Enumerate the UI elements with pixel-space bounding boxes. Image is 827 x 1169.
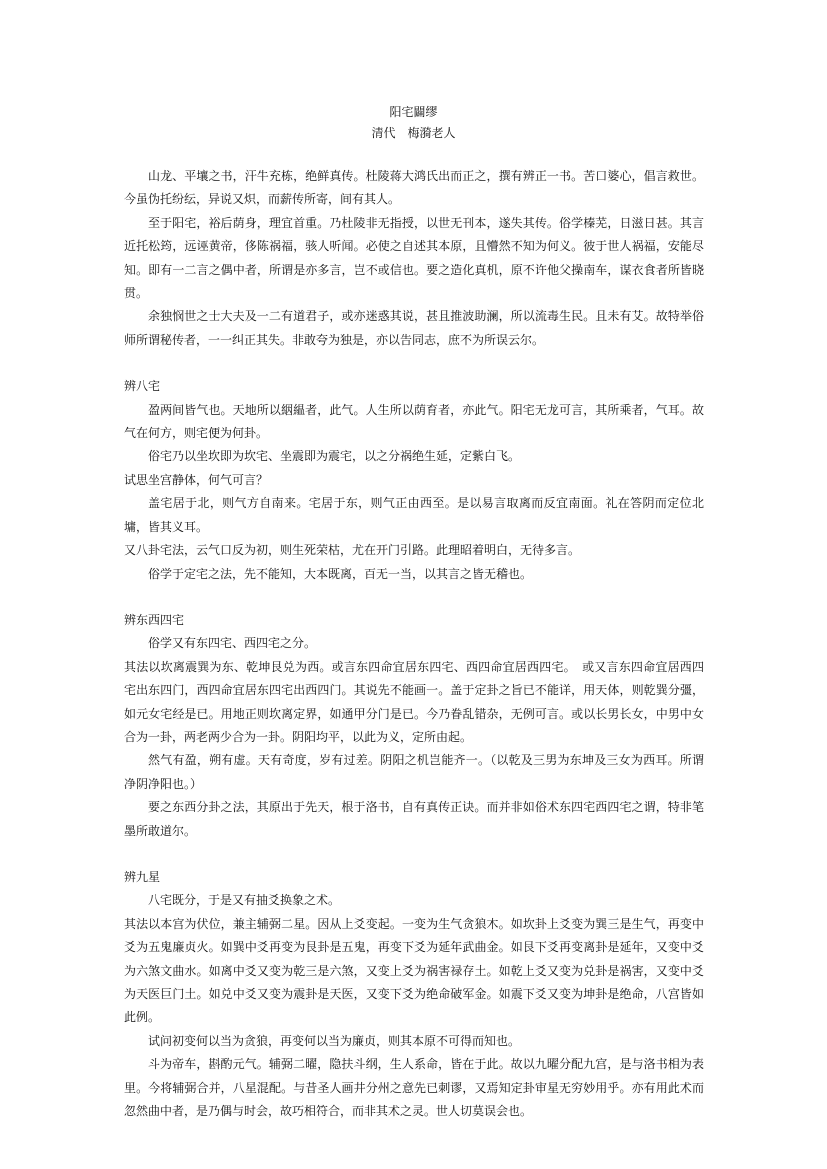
section-paragraph: 盈两间皆气也。天地所以絪緼者，此气。人生所以荫育者，亦此气。阳宅无龙可言，其所乘者，气耳。故气在何方，则宅便为何卦。 <box>124 402 704 441</box>
section-paragraph: 盖宅居于北，则气方自南来。宅居于东，则气正由西至。是以易言取离而反宜南面。礼在答阴而定位北墉，皆其义耳。 <box>124 496 704 534</box>
section-heading: 辨八宅 <box>124 379 161 394</box>
section-paragraph: 其法以本宫为伏位，兼主辅弼二星。因从上爻变起。一变为生气贪狼木。如坎卦上爻变为巽三是生气，再变中爻为五鬼廉贞火。如巽中爻再变为艮卦是五鬼，再变下爻为延年武曲金。如艮下爻再变离卦是延年，又变中爻为六煞文曲水。如离中爻又变为乾三是六煞，又变上爻为祸害禄存土。如乾上爻又变为兑卦是祸害，又变中爻为天医巨门土。如兑中爻又变为震卦是天医，又变下爻为绝命破军金。如震下爻又变为坤卦是绝命，八宫皆如此例。 <box>124 916 704 1025</box>
title-block <box>0 102 827 144</box>
section-paragraph: 试问初变何以当为贪狼，再变何以当为廉贞，则其本原不可得而知也。 <box>148 1033 521 1048</box>
document-title: 阳宅闢缪 <box>389 105 438 119</box>
section-paragraph: 八宅既分，于是又有抽爻换象之术。 <box>148 893 341 908</box>
preface-paragraph: 余独悯世之士大夫及一二有道君子，或亦迷惑其说，甚且推波助澜，所以流毒生民。且未有艾。故特举俗师所谓秘传者，一一纠正其失。非敢夸为独是，亦以告同志，庶不为所误云尔。 <box>124 309 704 347</box>
preface-paragraph: 至于阳宅，裕后荫身，理宜首重。乃杜陵非无指授，以世无刊本，遂失其传。俗学榛芜，日滋日甚。其言近托松筠，远诬黄帝，侈陈祸福，骇人听闻。必使之自述其本原，且懵然不知为何义。彼于世人祸福，安能尽知。即有一二言之偶中者，所谓是亦多言，岂不或信也。要之造化真机，原不许他父操南车，谋衣食者所皆晓贯。 <box>124 215 704 301</box>
document-body <box>124 165 704 1123</box>
section-spacer <box>124 352 704 375</box>
section-spacer <box>124 586 704 609</box>
document-author: 清代 梅漪老人 <box>371 126 456 140</box>
section-paragraph: 俗宅乃以坐坎即为坎宅、坐震即为震宅，以之分祸绝生延，定紫白飞。 <box>148 449 521 464</box>
section-paragraph: 要之东西分卦之法，其原出于先天，根于洛书，自有真传正诀。而并非如俗术东四宅西四宅之谓，特非笔墨所敢道尔。 <box>124 800 704 838</box>
section-spacer <box>124 843 704 866</box>
section-paragraph: 然气有盈，朔有虚。天有奇度，岁有过差。阴阳之机岂能齐一。（以乾及三男为东坤及三女为西耳。所谓净阴净阳也。） <box>124 753 704 791</box>
preface-paragraph: 山龙、平壤之书，汗牛充栋，绝鲜真传。杜陵蒋大鸿氏出而正之，撰有辨正一书。苦口婆心，倡言救世。今虽伪托纷纭，异说又炽，而薪传所寄，间有其人。 <box>124 169 704 207</box>
section-heading: 辨东西四宅 <box>124 612 185 627</box>
section-heading: 辨九星 <box>124 869 161 884</box>
section-paragraph: 其法以坎离震巽为东、乾坤艮兑为西。或言东四命宜居东四宅、西四命宜居西四宅。 或又言东四命宜居西四宅出东四门，西四命宜居东四宅出西四门。其说先不能画一。盖于定卦之旨已不能详，用天体，则乾巽分彊，如元女宅经是已。用地正则坎离定界，如通甲分门是已。今乃眷乱错杂，无例可言。或以长男长女，中男中女合为一卦，两老两少合为一卦。阴阳均平，以此为义，定所由起。 <box>124 659 704 744</box>
section-paragraph: 又八卦宅法，云气口反为初，则生死荣枯，尤在开门引路。此理昭着明白，无待多言。 <box>124 543 581 558</box>
section-paragraph: 俗学于定宅之法，先不能知，大本既离，百无一当，以其言之皆无稽也。 <box>148 566 533 581</box>
section-paragraph: 试思坐宫静体，何气可言？ <box>124 472 269 487</box>
section-paragraph: 俗学又有东四宅、西四宅之分。 <box>148 636 317 651</box>
section-paragraph: 斗为帝车，斟酌元气。辅弼二曜，隐扶斗纲，生人系命，皆在于此。故以九曜分配九宫，是与洛书相为表里。今将辅弼合并，八星混配。与昔圣人画井分州之意先已刺谬，又焉知定卦审星无穷妙用乎。亦有用此术而忽然曲中者，是乃偶与时会，故巧相符合，而非其术之灵。世人切莫误会也。 <box>124 1057 704 1119</box>
